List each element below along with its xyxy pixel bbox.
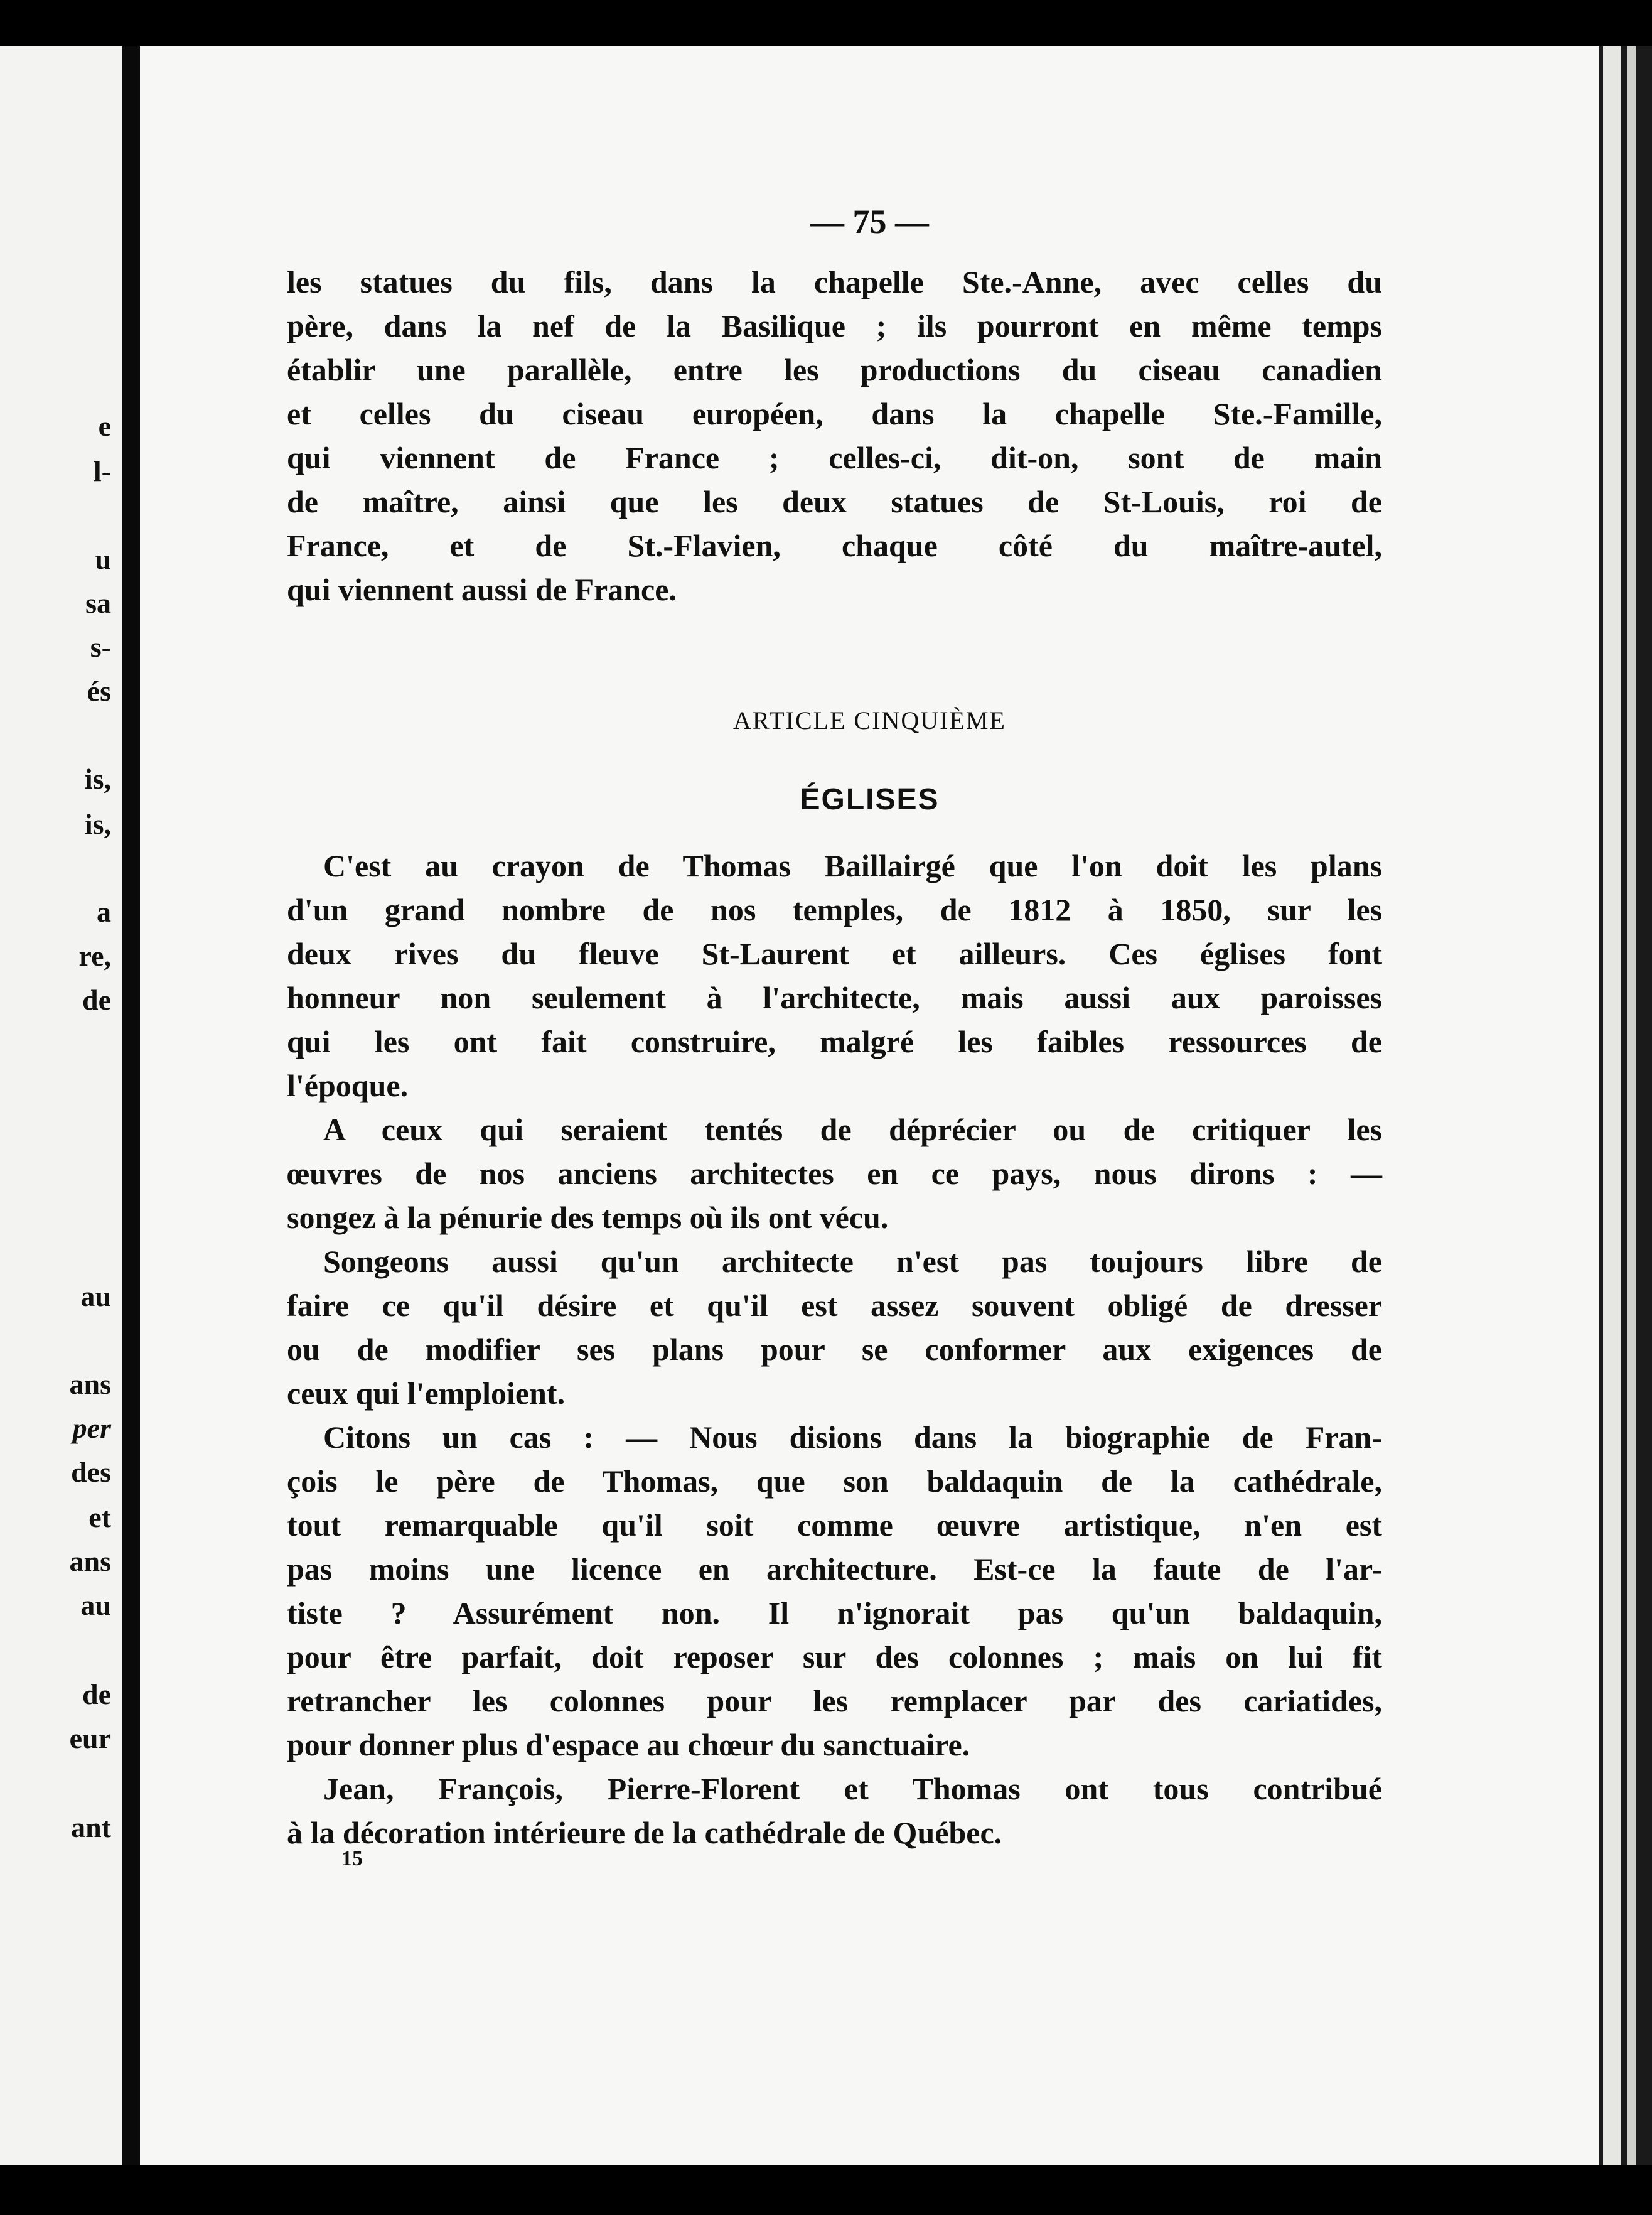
left-page-fragment: is, — [84, 763, 111, 795]
left-page-fragment: e — [98, 410, 111, 442]
scan-bottom-border — [0, 2165, 1652, 2215]
left-page-fragment: a — [97, 896, 111, 928]
left-page-fragment: s- — [90, 631, 111, 663]
text-line: pour être parfait, doit reposer sur des colonnes ; mais on lui fit — [287, 1639, 1382, 1674]
section-title: ÉGLISES — [800, 783, 940, 816]
text-line: songez à la pénurie des temps où ils ont vécu. — [287, 1200, 889, 1235]
text-line: qui les ont fait construire, malgré les faibles ressources de — [287, 1024, 1382, 1059]
signature-mark: 15 — [341, 1847, 363, 1870]
text-line: tout remarquable qu'il soit comme œuvre artistique, n'en est — [287, 1507, 1382, 1543]
left-page-fragment: l- — [93, 455, 111, 487]
page-edge — [1599, 46, 1652, 2165]
text-line: Songeons aussi qu'un architecte n'est pas toujours libre de — [323, 1244, 1382, 1279]
book-page — [140, 46, 1599, 2165]
text-line: pas moins une licence en architecture. Est-ce la faute de l'ar- — [287, 1551, 1382, 1587]
text-line: de maître, ainsi que les deux statues de St-Louis, roi de — [287, 484, 1382, 519]
left-page-fragment: u — [95, 543, 111, 575]
text-line: France, et de St.-Flavien, chaque côté du maître-autel, — [287, 528, 1382, 563]
left-page-fragment: re, — [78, 940, 111, 972]
text-line: d'un grand nombre de nos temples, de 1812 à 1850, sur les — [287, 892, 1382, 927]
paragraph-1 — [287, 260, 1382, 612]
left-page-fragment: au — [80, 1589, 111, 1621]
left-page-fragment: eur — [69, 1722, 111, 1754]
left-page-fragment: ans — [69, 1368, 111, 1400]
text-line: qui viennent de France ; celles-ci, dit-on, sont de main — [287, 440, 1382, 475]
text-line: tiste ? Assurément non. Il n'ignorait pas qu'un baldaquin, — [287, 1595, 1382, 1630]
left-page-fragment: is, — [84, 808, 111, 840]
left-page-fragment: ant — [71, 1811, 111, 1843]
text-line: A ceux qui seraient tentés de déprécier ou de critiquer les — [323, 1112, 1382, 1147]
text-line: et celles du ciseau européen, dans la chapelle Ste.-Famille, — [287, 396, 1382, 431]
scan-top-border — [0, 0, 1652, 46]
text-line: l'époque. — [287, 1068, 409, 1103]
article-heading: ARTICLE CINQUIÈME — [733, 706, 1006, 735]
text-line: retrancher les colonnes pour les remplacer par des cariatides, — [287, 1683, 1382, 1718]
text-line: Jean, François, Pierre-Florent et Thomas ont tous contribué — [323, 1771, 1382, 1806]
text-line: deux rives du fleuve St-Laurent et ailleurs. Ces églises font — [287, 936, 1382, 971]
left-page-fragment: ans — [69, 1545, 111, 1577]
text-line: çois le père de Thomas, que son baldaquin de la cathédrale, — [287, 1463, 1382, 1499]
text-line: les statues du fils, dans la chapelle Ste.-Anne, avec celles du — [287, 264, 1382, 299]
text-line: ou de modifier ses plans pour se conformer aux exigences de — [287, 1332, 1382, 1367]
book-gutter — [122, 46, 140, 2165]
text-line: Citons un cas : — Nous disions dans la biographie de Fran- — [323, 1420, 1382, 1455]
left-page-fragment: de — [82, 984, 111, 1016]
left-page-fragment: des — [71, 1456, 111, 1488]
left-page-margin — [0, 46, 122, 2165]
page-number: — 75 — — [810, 203, 929, 240]
left-page-fragment: és — [87, 675, 111, 707]
left-page-fragment: et — [88, 1501, 111, 1533]
text-line: père, dans la nef de la Basilique ; ils pourront en même temps — [287, 308, 1382, 343]
text-line: œuvres de nos anciens architectes en ce pays, nous dirons : — — [287, 1156, 1382, 1191]
text-line: C'est au crayon de Thomas Baillairgé que l'on doit les plans — [323, 848, 1382, 883]
text-line: faire ce qu'il désire et qu'il est assez souvent obligé de dresser — [287, 1288, 1382, 1323]
left-page-fragment: sa — [85, 587, 111, 619]
text-line: à la décoration intérieure de la cathédrale de Québec. — [287, 1815, 1002, 1850]
left-page-fragment: de — [82, 1678, 111, 1710]
text-line: établir une parallèle, entre les productions du ciseau canadien — [287, 352, 1382, 387]
body-text — [287, 844, 1382, 1855]
left-page-fragment: au — [80, 1280, 111, 1312]
text-line: ceux qui l'emploient. — [287, 1376, 566, 1411]
left-page-fragment: per — [72, 1412, 111, 1444]
text-line: qui viennent aussi de France. — [287, 572, 677, 607]
text-line: pour donner plus d'espace au chœur du sanctuaire. — [287, 1727, 970, 1762]
text-line: honneur non seulement à l'architecte, mais aussi aux paroisses — [287, 980, 1382, 1015]
